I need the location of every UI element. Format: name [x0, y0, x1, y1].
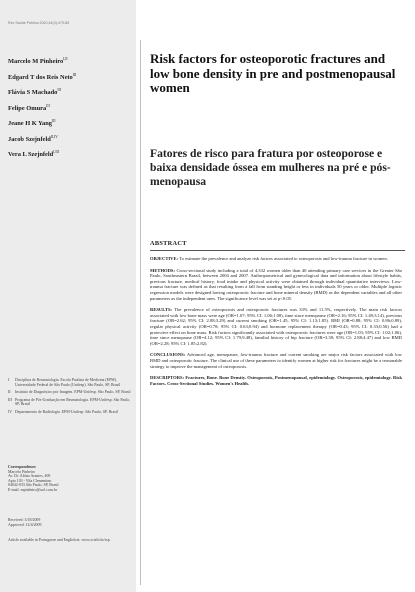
affiliation: IV Departamento de Radiologia. EPM-Unifesp. São Paulo, SP, Brasil — [8, 409, 118, 414]
correspondence-line: Marcelo Pinheiro — [8, 469, 36, 474]
received-date: Received: 3/18/2009 — [8, 518, 41, 522]
abstract-objective: OBJECTIVE: To estimate the prevalence and analyze risk factors associated to osteoporosis and low-trauma fracture in women. — [150, 256, 388, 261]
author-name: Edgard T dos Reis Neto$^{III}$ — [8, 72, 77, 81]
correspondence-line: 04042-033 São Paulo, SP, Brasil — [8, 483, 59, 488]
abstract-methods: METHODS: Cross-sectional study including a total of 4,332 women older than 40 attending primary care services in the Greater São Paulo, Southeastern Brazil, between 2004 and 2007. Anthropometrical and gynecological data and information about lifestyle habits, previous fracture, medical history, food intake and physical activity were obtained through individual quantitative interviews. Low-trauma fracture was defined as that resulting from a fall from standing height or less in individuals 50 years or older. Multiple logistic regression models were designed having osteoporotic fracture and bone mineral density (BMD) as the dependent variables and all other parameters as the independent ones. The significance level was set at p<0.05. — [150, 267, 402, 301]
abstract-conclusions: CONCLUSIONS: Advanced age, menopause, low-trauma fracture and current smoking are major risk factors associated with low BMD and osteoporotic fracture. The clinical use of these parameters to identify women at higher risk for fractures might be a reasonable strategy to improve the management of osteoporosis. — [150, 352, 402, 369]
abstract-descriptors: DESCRIPTORS: Fractures, Bone. Bone Density. Osteoporosis, Postmenopausal, epidemiology. Osteoporosis, epidemiology. Risk Factors. Cross-Sectional Studies. Women's Health. — [150, 375, 402, 386]
correspondence-block — [8, 465, 132, 493]
abstract-body — [150, 256, 402, 392]
affiliation: III Programa de Pós-Graduação em Reumatologia. EPM-Unifesp. São Paulo, SP, Brasil — [8, 397, 131, 407]
correspondence-line: Apto 103 - Vila Clementino — [8, 478, 52, 483]
affiliation: II Instituto de Diagnóstico por Imagem. EPM-Unifesp. São Paulo, SP, Brasil — [8, 390, 131, 395]
abstract-results: RESULTS: The prevalence of osteoporosis and osteoporotic fractures was 33% and 11.5%, respectively. The main risk factors associated with low bone mass were age (OR=1.07; 95% CI: 1.06;1.08), time since menopause (OR=2.16; 95% CI: 1.49;3.14), previous fracture (OR=2.62; 95% CI: 2.08;3.29) and current smoking (OR=1.45; 95% CI: 1.13;1.85). BMI (OR=0.88; 95% CI: 0.86;0.89), regular physical activity (OR=0.78; 95% CI: 0.63;0.94) and hormone replacement therapy (OR=0.43; 95% CI: 0.33;0.56) had a protective effect on bone mass. Risk factors significantly associated with osteoporotic fractures were age (OR=1.03; 95% CI: 1.02;1.06), time since menopause (OR=4.12; 95% CI: 1.79;9.48), familial history of hip fracture (OR=3.39; 95% CI: 2.88;4.47) and low BMD (OR=2.28; 95% CI: 1.85;2.82). — [150, 307, 402, 346]
correspondence-line: Av. Dr. Altino Arantes, 469 — [8, 474, 51, 479]
author-name: Marcelo M Pinheiro$^{I,II}$ — [8, 57, 68, 66]
author-list — [8, 53, 132, 162]
column-divider — [140, 40, 141, 585]
submission-dates — [8, 518, 132, 527]
article-title-english: Risk factors for osteoporotic fractures and low bone density in pre and postmenopausal women — [150, 51, 396, 95]
author-name: Jacob Szejnfeld$^{II,IV}$ — [8, 134, 58, 143]
approved-date: Approved: 12/4/2009 — [8, 522, 42, 527]
correspondence-label: Correspondence: — [8, 465, 37, 469]
author-name: Felipe Omura$^{III}$ — [8, 103, 50, 112]
affiliation-list — [8, 378, 132, 418]
affiliation: I Disciplina de Reumatologia. Escola Paulista de Medicina (EPM). Universidade Federal de São Paulo (Unifesp). São Paulo, SP, Brasil — [8, 378, 121, 387]
article-title-portuguese: Fatores de risco para fratura por osteoporose e baixa densidade óssea em mulheres na pré e pós-menopausa — [150, 147, 391, 188]
abstract-heading: ABSTRACT — [150, 240, 405, 251]
author-name: Flávia S Machado$^{III}$ — [8, 88, 61, 97]
author-name: Vera L Szejnfeld$^{I,III}$ — [8, 150, 59, 159]
correspondence-email: E-mail: mpinheiro@uol.com.br — [8, 487, 58, 492]
author-name: Jeane H K Yang$^{III}$ — [8, 119, 56, 128]
availability-note: Article available in Portuguese and English at: www.scielo.br/rsp — [8, 538, 110, 542]
journal-citation: Rev Saúde Pública 2010;44(3):479-85 — [8, 21, 70, 25]
